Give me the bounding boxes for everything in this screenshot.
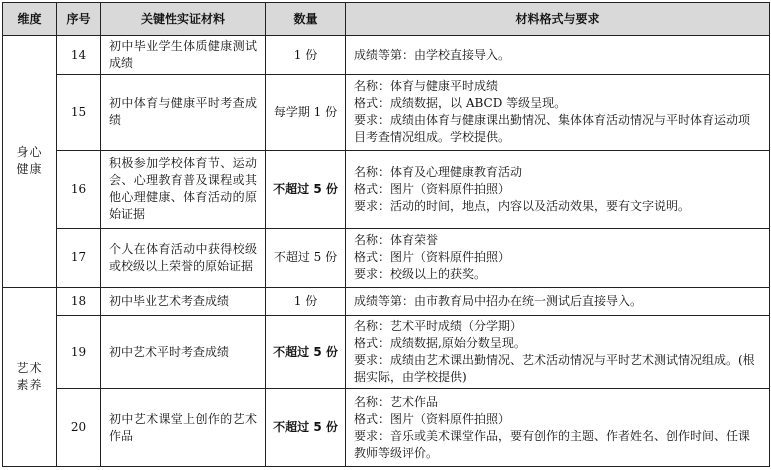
header-seq: 序号 <box>57 3 101 36</box>
format-requirement-cell <box>346 287 770 316</box>
header-quantity: 数量 <box>266 3 346 36</box>
format-line: 格式：图片（资料原件拍照） <box>354 411 511 426</box>
format-line: 要求：校级以上的获奖。 <box>354 267 487 282</box>
format-line: 名称：艺术作品 <box>354 394 439 409</box>
seq-cell: 20 <box>57 389 101 467</box>
seq-cell: 15 <box>57 75 101 150</box>
quantity-cell: 1 份 <box>266 36 346 75</box>
material-cell: 初中艺术课堂上创作的艺术作品 <box>101 389 266 467</box>
format-requirement-cell <box>346 229 770 287</box>
format-line: 名称：艺术平时成绩（分学期） <box>354 319 523 334</box>
table-row <box>3 36 770 75</box>
table-header-row <box>3 3 770 36</box>
format-requirement-cell <box>346 150 770 229</box>
format-line: 要求：活动的时间，地点，内容以及活动效果，要有文字说明。 <box>354 198 691 213</box>
format-line: 成绩等第：由学校直接导入。 <box>354 47 511 62</box>
format-line: 要求：音乐或美术课堂作品，要有创作的主题、作者姓名、创作时间、任课教师等级评价。 <box>354 428 751 460</box>
evidence-materials-table <box>2 2 770 467</box>
format-line: 成绩等第：由市教育局中招办在统一测试后直接导入。 <box>354 293 643 308</box>
material-cell: 初中体育与健康平时考查成绩 <box>101 75 266 150</box>
format-line: 格式：成绩数据，以 ABCD 等级呈现。 <box>354 96 567 111</box>
table-row <box>3 389 770 467</box>
material-cell: 初中毕业学生体质健康测试成绩 <box>101 36 266 75</box>
format-line: 格式：成绩数据,原始分数呈现。 <box>354 336 526 351</box>
material-cell: 积极参加学校体育节、运动会、心理教育普及课程或其他心理健康、体育活动的原始证据 <box>101 150 266 229</box>
format-line: 要求：成绩由体育与健康课出勤情况、集体体育活动情况与平时体育运动项目考查情况组成。学校提供。 <box>354 113 751 145</box>
format-requirement-cell <box>346 75 770 150</box>
format-line: 格式：图片（资料原件拍照） <box>354 250 511 265</box>
table-row <box>3 316 770 389</box>
table-row <box>3 229 770 287</box>
quantity-cell: 不超过 5 份 <box>266 229 346 287</box>
seq-cell: 16 <box>57 150 101 229</box>
seq-cell: 19 <box>57 316 101 389</box>
material-cell: 初中毕业艺术考查成绩 <box>101 287 266 316</box>
header-dimension: 维度 <box>3 3 57 36</box>
quantity-cell: 不超过 5 份 <box>266 316 346 389</box>
format-line: 要求：成绩由艺术课出勤情况、艺术活动情况与平时艺术测试情况组成。(根据实际，由学校提供) <box>354 353 755 385</box>
seq-cell: 14 <box>57 36 101 75</box>
table-row <box>3 75 770 150</box>
quantity-cell: 1 份 <box>266 287 346 316</box>
table-body <box>3 36 770 467</box>
seq-cell: 17 <box>57 229 101 287</box>
material-cell: 初中艺术平时考查成绩 <box>101 316 266 389</box>
table-row <box>3 287 770 316</box>
format-line: 名称：体育与健康平时成绩 <box>354 79 499 94</box>
table-row <box>3 150 770 229</box>
format-requirement-cell <box>346 316 770 389</box>
dimension-label: 身心 <box>16 145 43 160</box>
seq-cell: 18 <box>57 287 101 316</box>
quantity-cell: 不超过 5 份 <box>266 389 346 467</box>
dimension-label: 艺术 <box>16 360 43 375</box>
format-requirement-cell <box>346 36 770 75</box>
quantity-cell: 每学期 1 份 <box>266 75 346 150</box>
dimension-cell <box>3 287 57 466</box>
header-material: 关键性实证材料 <box>101 3 266 36</box>
format-line: 格式：图片（资料原件拍照） <box>354 181 511 196</box>
dimension-label: 健康 <box>16 162 43 177</box>
header-format: 材料格式与要求 <box>346 3 770 36</box>
format-line: 名称：体育荣誉 <box>354 233 439 248</box>
dimension-label: 素养 <box>16 377 43 392</box>
material-cell: 个人在体育活动中获得校级或校级以上荣誉的原始证据 <box>101 229 266 287</box>
format-line: 名称：体育及心理健康教育活动 <box>354 164 523 179</box>
dimension-cell <box>3 36 57 288</box>
quantity-cell: 不超过 5 份 <box>266 150 346 229</box>
format-requirement-cell <box>346 389 770 467</box>
